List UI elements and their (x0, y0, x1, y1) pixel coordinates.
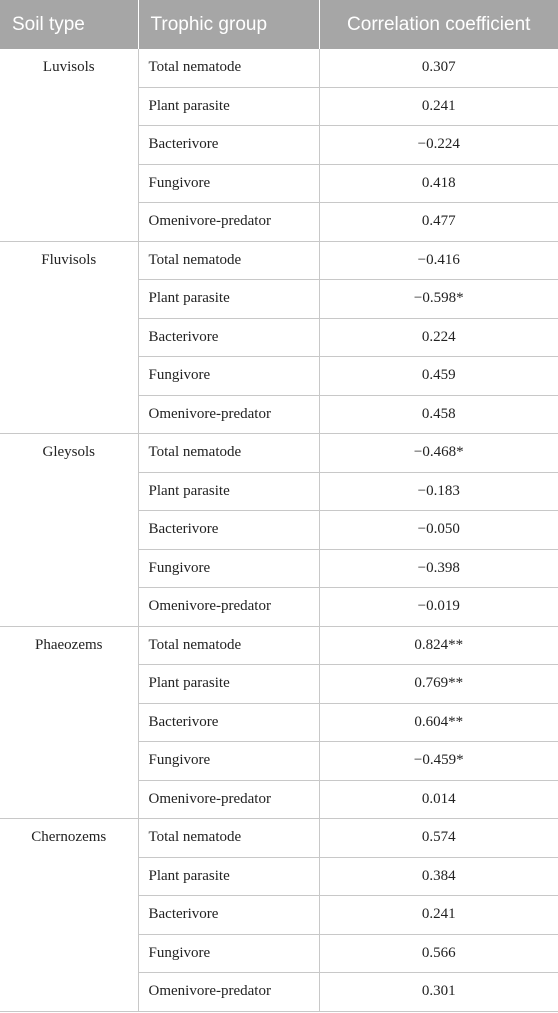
correlation-value-cell: −0.183 (319, 472, 558, 511)
correlation-value-cell: −0.468* (319, 434, 558, 473)
correlation-value-cell: −0.598* (319, 280, 558, 319)
correlation-value-cell: −0.459* (319, 742, 558, 781)
correlation-value-cell: 0.384 (319, 857, 558, 896)
table-body (0, 49, 558, 1011)
trophic-group-cell: Bacterivore (138, 318, 319, 357)
soil-type-cell: Chernozems (0, 819, 138, 1012)
table-row (0, 819, 558, 858)
trophic-group-cell: Plant parasite (138, 472, 319, 511)
correlation-value-cell: 0.477 (319, 203, 558, 242)
table-row (0, 49, 558, 87)
correlation-value-cell: 0.014 (319, 780, 558, 819)
correlation-value-cell: −0.019 (319, 588, 558, 627)
trophic-group-cell: Omenivore-predator (138, 973, 319, 1012)
correlation-value-cell: 0.418 (319, 164, 558, 203)
table-row (0, 626, 558, 665)
trophic-group-cell: Omenivore-predator (138, 780, 319, 819)
trophic-group-cell: Plant parasite (138, 857, 319, 896)
soil-type-cell: Gleysols (0, 434, 138, 627)
header-row (0, 0, 558, 49)
correlation-value-cell: −0.224 (319, 126, 558, 165)
trophic-group-cell: Fungivore (138, 934, 319, 973)
trophic-group-cell: Plant parasite (138, 280, 319, 319)
trophic-group-cell: Plant parasite (138, 665, 319, 704)
correlation-value-cell: −0.416 (319, 241, 558, 280)
trophic-group-cell: Total nematode (138, 819, 319, 858)
correlation-value-cell: −0.398 (319, 549, 558, 588)
soil-type-cell: Phaeozems (0, 626, 138, 819)
correlation-value-cell: 0.307 (319, 49, 558, 87)
correlation-value-cell: 0.301 (319, 973, 558, 1012)
correlation-value-cell: 0.241 (319, 87, 558, 126)
trophic-group-cell: Total nematode (138, 49, 319, 87)
table-row (0, 434, 558, 473)
correlation-value-cell: 0.604** (319, 703, 558, 742)
soil-type-cell: Luvisols (0, 49, 138, 241)
correlation-value-cell: 0.574 (319, 819, 558, 858)
trophic-group-cell: Fungivore (138, 742, 319, 781)
correlation-value-cell: 0.769** (319, 665, 558, 704)
trophic-group-cell: Total nematode (138, 434, 319, 473)
trophic-group-cell: Omenivore-predator (138, 203, 319, 242)
table-row (0, 241, 558, 280)
trophic-group-cell: Bacterivore (138, 703, 319, 742)
correlation-value-cell: 0.241 (319, 896, 558, 935)
trophic-group-cell: Total nematode (138, 241, 319, 280)
correlation-value-cell: 0.458 (319, 395, 558, 434)
trophic-group-cell: Plant parasite (138, 87, 319, 126)
trophic-group-cell: Fungivore (138, 164, 319, 203)
correlation-value-cell: 0.824** (319, 626, 558, 665)
trophic-group-cell: Bacterivore (138, 126, 319, 165)
correlation-value-cell: 0.459 (319, 357, 558, 396)
soil-type-cell: Fluvisols (0, 241, 138, 434)
trophic-group-cell: Bacterivore (138, 511, 319, 550)
trophic-group-cell: Bacterivore (138, 896, 319, 935)
correlation-value-cell: 0.224 (319, 318, 558, 357)
trophic-group-cell: Total nematode (138, 626, 319, 665)
correlation-value-cell: 0.566 (319, 934, 558, 973)
table-header (0, 0, 558, 49)
header-correlation-coefficient: Correlation coefficient (319, 0, 558, 49)
trophic-group-cell: Fungivore (138, 357, 319, 396)
trophic-group-cell: Omenivore-predator (138, 395, 319, 434)
header-soil-type: Soil type (0, 0, 138, 49)
header-trophic-group: Trophic group (138, 0, 319, 49)
trophic-group-cell: Omenivore-predator (138, 588, 319, 627)
correlation-value-cell: −0.050 (319, 511, 558, 550)
trophic-group-cell: Fungivore (138, 549, 319, 588)
